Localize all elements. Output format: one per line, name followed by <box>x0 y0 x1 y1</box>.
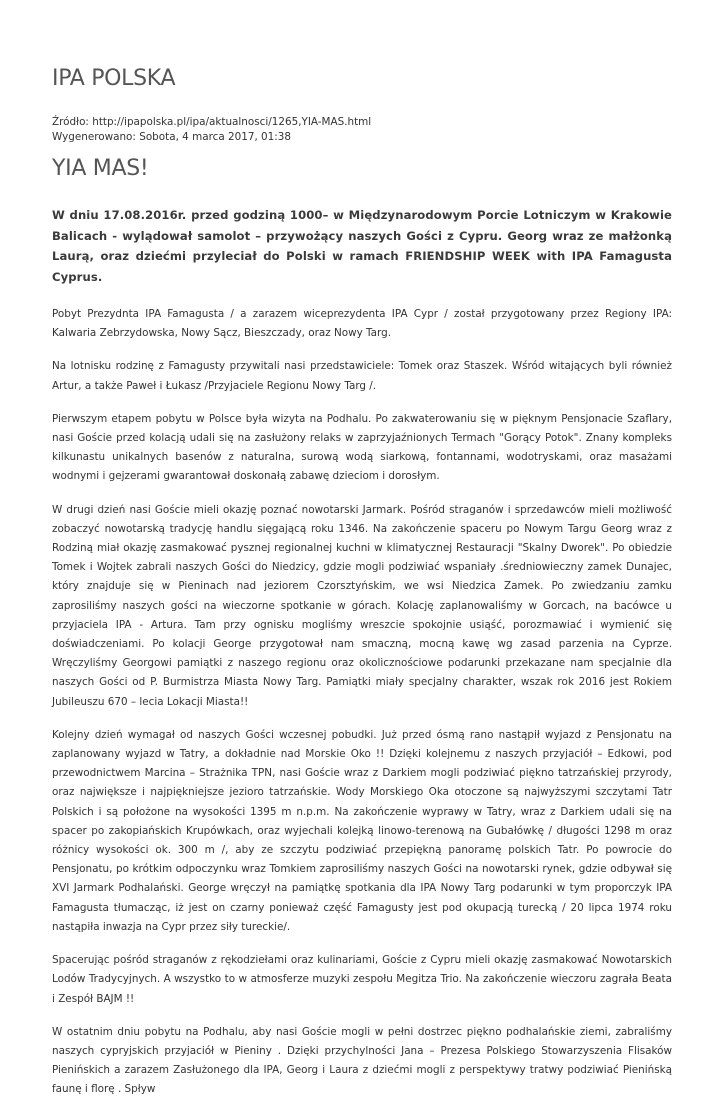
article-paragraph: Spacerując pośród straganów z rękodziełami oraz kulinariami, Goście z Cypru mieli okazję zasmakować Nowotarskich Lodów Tradycyjnych. A wszystko to w atmosferze muzyki zespołu Megitza Trio. Na zakończenie wieczoru zagrała Beata i Zespół BAJM !! <box>52 954 672 1005</box>
article-paragraph: Pobyt Prezydnta IPA Famagusta / a zarazem wiceprezydenta IPA Cypr / został przygotowany przez Regiony IPA: Kalwaria Zebrzydowska, Nowy Sącz, Bieszczady, oraz Nowy Targ. <box>52 308 672 340</box>
article-paragraph: Pierwszym etapem pobytu w Polsce była wizyta na Podhalu. Po zakwaterowaniu się w pięknym Pensjonacie Szaflary, nasi Goście przed kolacją udali się na zasłużony relaks w zaprzyjaźnionych Termach "Gorący Potok". Znany kompleks kilkunastu unikalnych basenów z naturalna, surową wodą siarkową, fontannami, wodotryskami, oraz masażami wodnymi i gejzerami gwarantował doskonałą zabawę dzieciom i dorosłym. <box>52 412 672 483</box>
article-paragraph: Na lotnisku rodzinę z Famagusty przywitali nasi przedstawiciele: Tomek oraz Staszek. Wśród witających byli również Artur, a także Paweł i Łukasz /Przyjaciele Regionu Nowy Targ /. <box>52 360 672 392</box>
document-page <box>52 62 672 1100</box>
generated-line: Wygenerowano: Sobota, 4 marca 2017, 01:38 <box>52 131 291 143</box>
document-meta <box>52 115 672 145</box>
article-paragraph: W drugi dzień nasi Goście mieli okazję poznać nowotarski Jarmark. Pośród straganów i sprzedawców mieli możliwość zobaczyć nowotarską tradycję handlu sięgającą roku 1346. Na zakończenie spaceru po Nowym Targu Georg wraz z Rodziną miał okazję zasmakować pysznej regionalnej kuchni w klimatycznej Restauracji "Skalny Dworek". Po obiedzie Tomek i Wojtek zabrali naszych Gości do Niedzicy, gdzie mogli podziwiać wspaniały .średniowieczny zamek Dunajec, który znajduje się w Pieninach nad jeziorem Czorsztyńskim, we wsi Niedzica Zamek. Po zwiedzaniu zamku zaprosiliśmy naszych gości na wieczorne spotkanie w górach. Kolację zaplanowaliśmy w Gorcach, na bacówce u przyjaciela IPA - Artura. Tam przy ognisku mogliśmy wreszcie spokojnie usiąść, porozmawiać i wymienić się doświadczeniami. Po kolacji George przygotował nam smaczną, mocną kawę wg zasad parzenia na Cyprze. Wręczyliśmy Georgowi pamiątki z naszego regionu oraz okolicznościowe podarunki przekazane nam specjalnie dla naszych Gości od P. Burmistrza Miasta Nowy Targ. Pamiątki miały specjalny charakter, wszak rok 2016 jest Rokiem Jubileuszu 670 – lecia Lokacji Miasta!! <box>52 503 672 708</box>
source-line: Źródło: http://ipapolska.pl/ipa/aktualnosci/1265,YIA-MAS.html <box>52 116 372 128</box>
site-title: IPA POLSKA <box>52 66 176 91</box>
article-paragraph: Kolejny dzień wymagał od naszych Gości wczesnej pobudki. Już przed ósmą rano nastąpił wyjazd z Pensjonatu na zaplanowany wyjazd w Tatry, a dokładnie nad Morskie Oko !! Dzięki kolejnemu z naszych przyjaciół – Edkowi, pod przewodnictwem Marcina – Strażnika TPN, nasi Goście wraz z Darkiem mogli podziwiać piękno tatrzańskiej przyrody, oraz największe i najpiękniejsze jezioro tatrzańskie. Wody Morskiego Oka otoczone są najwyższymi szczytami Tatr Polskich i są położone na wysokości 1395 m n.p.m. Na zakończenie wyprawy w Tatry, wraz z Darkiem udali się na spacer po zakopiańskich Krupówkach, oraz wyjechali kolejką linowo-terenową na Gubałówkę / długości 1298 m oraz różnicy wysokości ok. 300 m /, aby ze szczytu podziwiać przepiękną panoramę polskich Tatr. Po powrocie do Pensjonatu, po krótkim odpoczynku wraz Tomkiem zaprosiliśmy naszych Gości na nowotarski rynek, gdzie odbywał się XVI Jarmark Podhalański. George wręczył na pamiątkę spotkania dla IPA Nowy Targ podarunki w tym proporczyk IPA Famagusta tłumacząc, iż jest on czarny ponieważ część Famagusty jest pod okupacją turecką / 20 lipca 1974 roku nastąpiła inwazja na Cypr przez siły tureckie/. <box>52 728 672 933</box>
article-paragraph: W ostatnim dniu pobytu na Podhalu, aby nasi Goście mogli w pełni dostrzec piękno podhalańskie ziemi, zabraliśmy naszych cypryjskich przyjaciół w Pieniny . Dzięki przychylności Jana – Prezesa Polskiego Stowarzyszenia Flisaków Pienińskich a zarazem Zasłużonego dla IPA, Georg i Laura z dziećmi mogli z perspektywy tratwy podziwiać Pienińską faunę i florę . Spływ <box>52 1025 672 1096</box>
article-lead: W dniu 17.08.2016r. przed godziną 1000– w Międzynarodowym Porcie Lotniczym w Krakowie Balicach - wylądował samolot – przywożący naszych Gości z Cypru. Georg wraz ze małżonką Laurą, oraz dziećmi przyleciał do Polski w ramach FRIENDSHIP WEEK with IPA Famagusta Cyprus. <box>52 208 672 284</box>
article-title: YIA MAS! <box>52 156 149 181</box>
